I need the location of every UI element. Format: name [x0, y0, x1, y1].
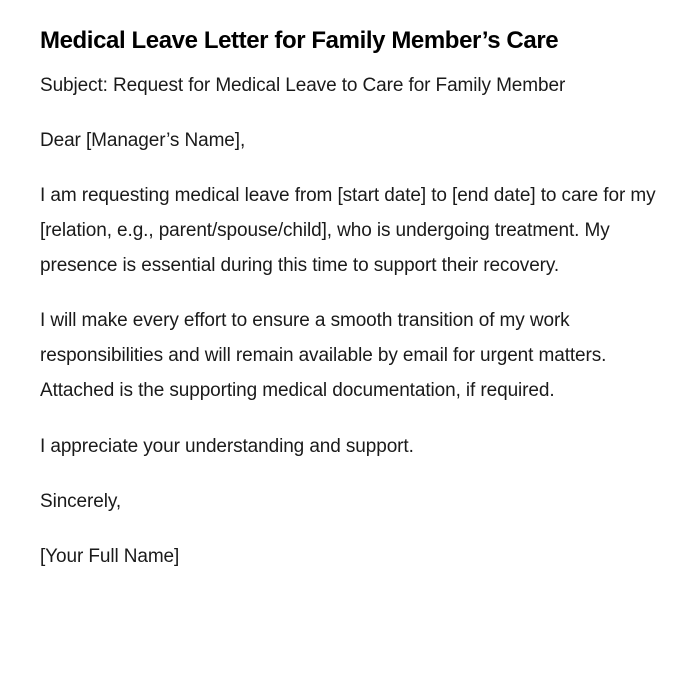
signoff: Sincerely,	[40, 491, 122, 512]
closing-sentence: I appreciate your understanding and support.	[40, 436, 414, 457]
body-paragraph-2: I will make every effort to ensure a smooth transition of my work responsibilities and will remain available by email for urgent matters. Attached is the supporting medical documentation, if required.	[40, 310, 607, 401]
signature-placeholder: [Your Full Name]	[40, 546, 180, 567]
subject-line: Subject: Request for Medical Leave to Care for Family Member	[40, 75, 566, 96]
body-paragraph-1: I am requesting medical leave from [start date] to [end date] to care for my [relation, e.g., parent/spouse/child], who is undergoing treatment. My presence is essential during this time to support their recovery.	[40, 185, 656, 276]
greeting: Dear [Manager’s Name],	[40, 130, 246, 151]
letter-title: Medical Leave Letter for Family Member’s Care	[40, 27, 559, 54]
